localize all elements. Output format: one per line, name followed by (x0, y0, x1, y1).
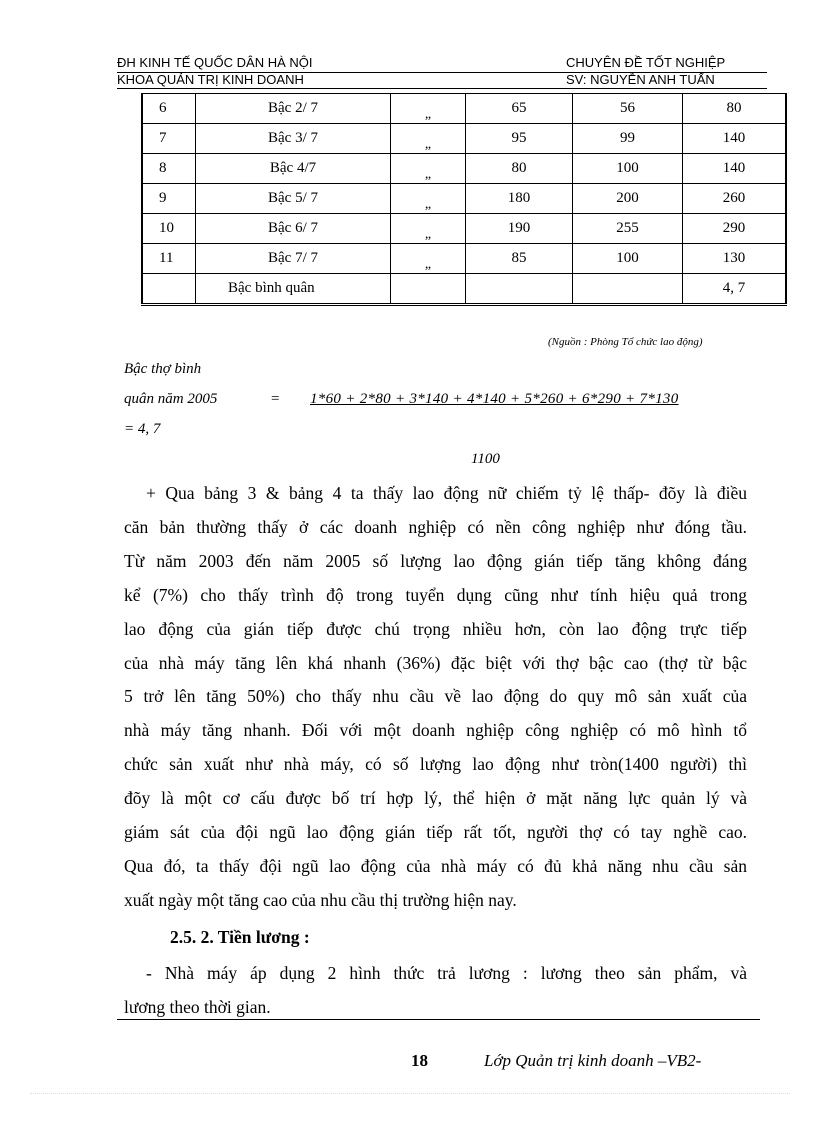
table-cell (391, 274, 466, 305)
formula-label-line2: quân năm 2005 (124, 391, 218, 407)
table-cell: 200 (573, 184, 683, 214)
formula-equals: = (271, 391, 280, 407)
paragraph-line: kể (7%) cho thấy trình độ trong tuyển dụng cũng như tính hiệu quả trong (124, 584, 747, 605)
table-cell: 10 (142, 214, 196, 244)
table-cell: 140 (683, 154, 787, 184)
header-bottom-divider (117, 88, 767, 89)
table-row (142, 94, 786, 124)
table-cell: 95 (466, 124, 573, 154)
table-row (142, 124, 786, 154)
footer-divider (117, 1019, 760, 1020)
table-row (142, 244, 786, 274)
paragraph-line: xuất ngày một tăng cao của nhu cầu thị trường hiện nay. (124, 889, 517, 910)
source-note: (Nguồn : Phòng Tổ chức lao động) (548, 336, 703, 348)
table-cell: 65 (466, 94, 573, 124)
table-cell: 255 (573, 214, 683, 244)
analysis-paragraph (124, 477, 747, 918)
table-cell: 130 (683, 244, 787, 274)
section-heading: 2.5. 2. Tiền lương : (170, 927, 310, 947)
header-faculty: KHOA QUẢN TRỊ KINH DOANH (117, 72, 304, 87)
page-number: 18 (411, 1051, 428, 1070)
header-university: ĐH KINH TẾ QUỐC DÂN HÀ NỘI (117, 55, 313, 70)
formula-numerator: 1*60 + 2*80 + 3*140 + 4*140 + 5*260 + 6*290 + 7*130 (310, 391, 679, 407)
footer-class: Lớp Quản trị kinh doanh –VB2- (484, 1051, 702, 1070)
table-cell: Bậc 2/ 7 (196, 94, 391, 124)
table-cell: 99 (573, 124, 683, 154)
paragraph-line: giám sát của đội ngũ lao động gián tiếp rất tốt, người thợ có tay nghề cao. (124, 822, 747, 843)
header-thesis-type: CHUYÊN ĐỀ TỐT NGHIỆP (566, 55, 726, 70)
table-row (142, 274, 786, 305)
table-cell: „ (391, 214, 466, 244)
paragraph-line: chức sản xuất như nhà máy, có số lượng lao động như tròn(1400 người) thì (124, 754, 747, 775)
table-cell: Bậc 5/ 7 (196, 184, 391, 214)
table-cell: 7 (142, 124, 196, 154)
table-cell: 80 (466, 154, 573, 184)
table-cell (573, 274, 683, 305)
page-bottom-edge (30, 1093, 790, 1094)
table-cell: 56 (573, 94, 683, 124)
paragraph-line: 5 trở lên tăng 50%) cho thấy nhu cầu về lao động do quy mô sản xuất của (124, 686, 747, 707)
table-cell: „ (391, 124, 466, 154)
paragraph-line: nhà máy tăng nhanh. Đối với một doanh nghiệp công nghiệp có mô hình tổ (124, 720, 747, 741)
salary-line-2: lương theo thời gian. (124, 996, 271, 1017)
table-cell: 190 (466, 214, 573, 244)
salary-line-1: - Nhà máy áp dụng 2 hình thức trả lương : lương theo sản phẩm, và (146, 963, 747, 983)
table-cell: „ (391, 154, 466, 184)
paragraph-line: + Qua bảng 3 & bảng 4 ta thấy lao động nữ chiếm tỷ lệ thấp- đõy là điều (146, 483, 747, 503)
table-cell: 6 (142, 94, 196, 124)
table-row (142, 214, 786, 244)
table-cell: 8 (142, 154, 196, 184)
table-cell: 11 (142, 244, 196, 274)
formula-result: = 4, 7 (124, 421, 161, 437)
table-cell: 260 (683, 184, 787, 214)
table-cell: Bậc 3/ 7 (196, 124, 391, 154)
table-row (142, 154, 786, 184)
header-student: SV: NGUYỄN ANH TUẤN (566, 72, 715, 87)
paragraph-line: Từ năm 2003 đến năm 2005 số lượng lao động gián tiếp tăng không đáng (124, 550, 747, 571)
table-cell: 4, 7 (683, 274, 787, 305)
paragraph-line: của nhà máy tăng lên khá nhanh (36%) đặc biệt với thợ bậc cao (thợ từ bậc (124, 652, 747, 673)
table-cell: 180 (466, 184, 573, 214)
worker-grade-table (141, 93, 787, 306)
table-cell: Bậc 6/ 7 (196, 214, 391, 244)
paragraph-line: Qua đó, ta thấy đội ngũ lao động của nhà máy có đủ khả năng nhu cầu sản (124, 855, 747, 876)
table-cell: „ (391, 184, 466, 214)
table-cell: 100 (573, 154, 683, 184)
table-row (142, 184, 786, 214)
formula-label-line1: Bậc thợ bình (124, 361, 202, 377)
table-cell (142, 274, 196, 305)
table-cell: Bậc 4/7 (196, 154, 391, 184)
table-cell: 100 (573, 244, 683, 274)
table-cell: Bậc bình quân (196, 274, 391, 305)
paragraph-line: đõy là một cơ cấu được bố trí hợp lý, thể hiện ở mặt năng lực quản lý và (124, 788, 747, 809)
table-cell: „ (391, 244, 466, 274)
paragraph-line: căn bản thường thấy ở các doanh nghiệp có nền công nghiệp như đóng tầu. (124, 516, 747, 537)
paragraph-line: lao động của gián tiếp được chú trọng nhiều hơn, còn lao động trực tiếp (124, 618, 747, 639)
table-cell (466, 274, 573, 305)
salary-paragraph (124, 957, 747, 1025)
table-cell: 85 (466, 244, 573, 274)
table-cell: „ (391, 94, 466, 124)
formula-denominator: 1100 (471, 451, 500, 467)
table-cell: 290 (683, 214, 787, 244)
table-cell: Bậc 7/ 7 (196, 244, 391, 274)
table-cell: 80 (683, 94, 787, 124)
table-cell: 140 (683, 124, 787, 154)
table-cell: 9 (142, 184, 196, 214)
